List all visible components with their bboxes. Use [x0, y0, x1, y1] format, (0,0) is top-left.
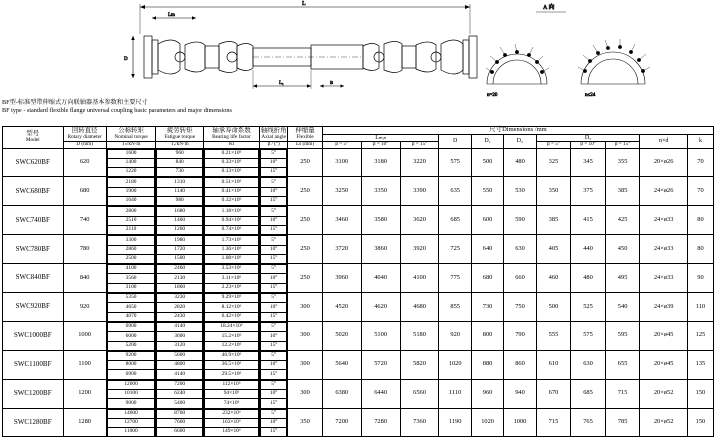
header-bearing	[203, 127, 259, 142]
cell-Lv-beta15: 385	[605, 177, 640, 206]
header-telescope	[288, 127, 323, 142]
cell-D2: 660	[504, 264, 536, 293]
header-Lv-group: D₃	[536, 134, 640, 141]
cell-k: 70	[687, 177, 713, 206]
table-row	[3, 350, 714, 379]
cell-L-beta10: 3580	[361, 206, 400, 235]
parameters-table	[2, 126, 714, 437]
cell-D: 685	[439, 206, 471, 235]
header-fatigue	[156, 127, 204, 142]
cell-axial-angle: 5° 10° 15°	[260, 350, 288, 379]
cell-model: SWC1200BF	[3, 379, 64, 408]
cell-bearing-life: 1.73×10⁶ 1.36×10⁶ 1.08×10⁶	[203, 235, 259, 264]
cell-Lv-beta15: 425	[605, 206, 640, 235]
cell-rotary-diameter: 740	[63, 206, 106, 235]
header-D1: D₁	[471, 134, 503, 148]
cell-telescope: 250	[288, 206, 323, 235]
cell-Lv-beta5: 460	[536, 264, 571, 293]
cell-rotary-diameter: 920	[63, 293, 106, 322]
cell-nxd: 20×ø26	[640, 148, 688, 177]
cell-D2: 750	[504, 293, 536, 322]
cell-Lv-beta15: 540	[605, 293, 640, 322]
cell-L-beta5: 5020	[322, 321, 361, 350]
table-row	[3, 321, 714, 350]
cell-telescope: 250	[288, 177, 323, 206]
cell-rotary-diameter: 620	[63, 148, 106, 177]
cell-Lv-beta5: 715	[536, 408, 571, 437]
cell-D2: 1000	[504, 408, 536, 437]
cell-D1: 730	[471, 293, 503, 322]
cell-Lv-beta15: 655	[605, 350, 640, 379]
cell-Lv-beta15: 355	[605, 148, 640, 177]
cell-axial-angle: 5° 10° 15°	[260, 293, 288, 322]
cell-telescope: 350	[288, 408, 323, 437]
cell-telescope: 300	[288, 293, 323, 322]
cell-D2: 530	[504, 177, 536, 206]
header-fatigue-sym: Tₑ/kN·m	[156, 142, 204, 148]
cell-bearing-life: 18.24×10⁶ 15.2×10⁶ 12.2×10⁶	[203, 321, 259, 350]
cell-axial-angle: 5° 10° 15°	[260, 379, 288, 408]
cell-Lv-beta10: 685	[571, 379, 606, 408]
cell-L-beta5: 5640	[322, 350, 361, 379]
cell-L-beta10: 5720	[361, 350, 400, 379]
cell-L-beta15: 3620	[400, 206, 439, 235]
cell-D: 575	[439, 148, 471, 177]
cell-k: 80	[687, 206, 713, 235]
cell-nominal-torque: 4100 3560 3100	[106, 264, 156, 293]
cell-L-beta10: 6440	[361, 379, 400, 408]
cell-D: 1190	[439, 408, 471, 437]
table-row	[3, 408, 714, 437]
cell-D2: 940	[504, 379, 536, 408]
cell-L-beta10: 3180	[361, 148, 400, 177]
header-nominal	[106, 127, 156, 142]
cell-rotary-diameter: 1100	[63, 350, 106, 379]
cell-nxd: 24×ø33	[640, 235, 688, 264]
header-angle-cn: 轴线折角	[260, 126, 287, 134]
svg-text:A 向: A 向	[543, 5, 555, 11]
cell-telescope: 300	[288, 321, 323, 350]
cell-L-beta15: 7360	[400, 408, 439, 437]
cell-model: SWC740BF	[3, 206, 64, 235]
header-L5: β = 5°	[322, 142, 361, 148]
cell-k: 150	[687, 379, 713, 408]
cell-Lv-beta5: 325	[536, 148, 571, 177]
cell-D: 855	[439, 293, 471, 322]
table-row	[3, 264, 714, 293]
cell-telescope: 250	[288, 235, 323, 264]
cell-D2: 860	[504, 350, 536, 379]
header-angle-sym: β / (°)	[260, 142, 288, 148]
cell-k: 135	[687, 350, 713, 379]
header-Lv15: β = 15°	[605, 142, 640, 148]
cell-D: 635	[439, 177, 471, 206]
cell-D1: 960	[471, 379, 503, 408]
cell-telescope: 250	[288, 148, 323, 177]
svg-text:B: B	[330, 80, 334, 85]
svg-text:Lm: Lm	[168, 13, 175, 18]
header-model-cn: 型号	[26, 130, 40, 138]
cell-fatigue-torque: 7200 6240 5400	[156, 379, 204, 408]
svg-text:n≤24: n≤24	[585, 93, 596, 98]
header-telescope-cn: 伸缩量	[295, 126, 315, 134]
cell-fatigue-torque: 2460 2130 1860	[156, 264, 204, 293]
cell-D1: 880	[471, 350, 503, 379]
cell-fatigue-torque: 8760 7600 6600	[156, 408, 204, 437]
cell-D1: 550	[471, 177, 503, 206]
cell-nxd: 20×ø45	[640, 350, 688, 379]
header-Lv5: β = 5°	[536, 142, 571, 148]
svg-text:L: L	[302, 1, 306, 7]
cell-rotary-diameter: 1200	[63, 379, 106, 408]
cell-D: 920	[439, 321, 471, 350]
technical-drawing	[0, 0, 716, 118]
cell-fatigue-torque: 3230 2820 2430	[156, 293, 204, 322]
cell-model: SWC1100BF	[3, 350, 64, 379]
header-L10: β = 10°	[361, 142, 400, 148]
cell-bearing-life: 46.9×10⁶ 36.5×10⁶ 29.5×10⁶	[203, 350, 259, 379]
svg-text:n=20: n=20	[487, 93, 498, 98]
cell-L-beta5: 4520	[322, 293, 361, 322]
cell-Lv-beta5: 405	[536, 235, 571, 264]
cell-fatigue-torque: 1980 1720 1500	[156, 235, 204, 264]
caption-line-cn: BF型-标准型带伸缩式万向联轴器基本参数和主要尺寸	[2, 99, 148, 106]
cell-k: 70	[687, 148, 713, 177]
cell-L-beta5: 7200	[322, 408, 361, 437]
cell-bearing-life: 112×10⁶ 94×10⁶ 74×10⁶	[203, 379, 259, 408]
cell-D2: 480	[504, 148, 536, 177]
cell-L-beta5: 3720	[322, 235, 361, 264]
cell-L-beta15: 4100	[400, 264, 439, 293]
cell-nxd: 20×ø52	[640, 379, 688, 408]
cell-nominal-torque: 5350 4650 4070	[106, 293, 156, 322]
cell-D2: 590	[504, 206, 536, 235]
cell-nxd: 24×ø26	[640, 177, 688, 206]
cell-L-beta15: 3390	[400, 177, 439, 206]
table-row	[3, 379, 714, 408]
cell-Lv-beta5: 610	[536, 350, 571, 379]
cell-nominal-torque: 12000 10100 9000	[106, 379, 156, 408]
cell-Lv-beta10: 345	[571, 148, 606, 177]
cell-rotary-diameter: 780	[63, 235, 106, 264]
svg-text:D: D	[124, 57, 128, 62]
cell-nxd: 20×ø52	[640, 408, 688, 437]
cell-L-beta15: 6560	[400, 379, 439, 408]
cell-telescope: 300	[288, 350, 323, 379]
cell-D1: 500	[471, 148, 503, 177]
header-angle-en: Axial angle	[261, 133, 286, 140]
cell-L-beta10: 5100	[361, 321, 400, 350]
cell-bearing-life: 9.29×10⁶ 8.12×10⁶ 6.42×10⁶	[203, 293, 259, 322]
cell-D: 725	[439, 235, 471, 264]
cell-L-beta15: 4680	[400, 293, 439, 322]
cell-bearing-life: 232×10⁶ 163×10⁶ 149×10⁶	[203, 408, 259, 437]
header-Lv10: β = 10°	[571, 142, 606, 148]
cell-nominal-torque: 1600 1400 1220	[106, 148, 156, 177]
cell-rotary-diameter: 1000	[63, 321, 106, 350]
cell-fatigue-torque: 1310 1140 980	[156, 177, 204, 206]
header-rotary-sym: D (mm)	[63, 142, 106, 148]
cell-L-beta5: 3460	[322, 206, 361, 235]
header-rotary-cn: 回转直径	[71, 126, 98, 134]
cell-fatigue-torque: 960 840 730	[156, 148, 204, 177]
header-D: D	[439, 134, 471, 148]
cell-bearing-life: 0.51×10⁶ 0.41×10⁶ 0.32×10⁶	[203, 177, 259, 206]
header-bearing-sym: Kl	[203, 142, 259, 148]
cell-bearing-life: 3.53×10⁶ 3.11×10⁶ 2.23×10⁶	[203, 264, 259, 293]
table-row	[3, 148, 714, 177]
cell-Lv-beta15: 785	[605, 408, 640, 437]
cell-Lv-beta10: 525	[571, 293, 606, 322]
cell-fatigue-torque: 1680 1460 1260	[156, 206, 204, 235]
header-fatigue-en: Fatigue torque	[164, 133, 196, 140]
cell-nxd: 20×ø45	[640, 321, 688, 350]
cell-Lv-beta10: 375	[571, 177, 606, 206]
cell-D1: 1020	[471, 408, 503, 437]
cell-model: SWC780BF	[3, 235, 64, 264]
cell-L-beta15: 3220	[400, 148, 439, 177]
cell-nominal-torque: 2800 2510 2110	[106, 206, 156, 235]
cell-L-beta5: 3100	[322, 148, 361, 177]
header-nxd: n×d	[640, 134, 688, 148]
cell-D2: 630	[504, 235, 536, 264]
cell-k: 80	[687, 235, 713, 264]
header-model-en: Model	[25, 136, 40, 143]
header-rotary	[63, 127, 106, 142]
cell-nominal-torque: 3300 2860 2500	[106, 235, 156, 264]
cell-axial-angle: 5° 10° 15°	[260, 264, 288, 293]
header-nominal-sym: Tₙ/kN·m	[106, 142, 156, 148]
cell-Lv-beta15: 595	[605, 321, 640, 350]
cell-rotary-diameter: 840	[63, 264, 106, 293]
cell-nominal-torque: 9200 8000 6900	[106, 350, 156, 379]
cell-Lv-beta5: 385	[536, 206, 571, 235]
caption-line-en: BF type - standard flexible flange universal coupling basic parameters and major dimensions	[2, 107, 232, 114]
cell-Lv-beta5: 500	[536, 293, 571, 322]
cell-axial-angle: 5° 10° 15°	[260, 177, 288, 206]
cell-nxd: 24×ø39	[640, 293, 688, 322]
cell-L-beta15: 3920	[400, 235, 439, 264]
cell-L-beta10: 3860	[361, 235, 400, 264]
cell-D1: 600	[471, 206, 503, 235]
cell-nominal-torque: 14600 12700 11000	[106, 408, 156, 437]
cell-model: SWC920BF	[3, 293, 64, 322]
cell-k: 150	[687, 408, 713, 437]
cell-nominal-torque: 6900 6000 5200	[106, 321, 156, 350]
cell-Lv-beta15: 495	[605, 264, 640, 293]
cell-L-beta10: 4040	[361, 264, 400, 293]
cell-model: SWC620BF	[3, 148, 64, 177]
cell-D1: 680	[471, 264, 503, 293]
header-bearing-en: Bearing life factor	[212, 133, 251, 140]
cell-L-beta5: 3250	[322, 177, 361, 206]
table-row	[3, 293, 714, 322]
cell-k: 110	[687, 293, 713, 322]
cell-Lv-beta10: 765	[571, 408, 606, 437]
cell-Lv-beta10: 630	[571, 350, 606, 379]
cell-D1: 640	[471, 235, 503, 264]
header-telescope-en: Flexible	[296, 133, 314, 140]
cell-nominal-torque: 2180 1900 1640	[106, 177, 156, 206]
cell-nxd: 24×ø33	[640, 264, 688, 293]
cell-L-beta10: 4620	[361, 293, 400, 322]
header-nominal-cn: 公称转矩	[118, 126, 144, 134]
cell-Lv-beta15: 450	[605, 235, 640, 264]
cell-nxd: 24×ø33	[640, 206, 688, 235]
cell-bearing-life: 0.21×10⁶ 0.33×10⁶ 0.13×10⁶	[203, 148, 259, 177]
cell-Lv-beta10: 575	[571, 321, 606, 350]
cell-Lv-beta5: 670	[536, 379, 571, 408]
cell-bearing-life: 1.18×10⁶ 0.94×10⁶ 0.74×10⁶	[203, 206, 259, 235]
header-L-group: Lₘᵢₙ	[322, 134, 439, 141]
cell-telescope: 250	[288, 264, 323, 293]
header-model	[3, 127, 64, 149]
cell-D2: 790	[504, 321, 536, 350]
cell-D1: 800	[471, 321, 503, 350]
cell-fatigue-torque: 4140 3600 3120	[156, 321, 204, 350]
cell-axial-angle: 5° 10° 15°	[260, 408, 288, 437]
cell-L-beta5: 3960	[322, 264, 361, 293]
cell-D: 1110	[439, 379, 471, 408]
cell-L-beta10: 3350	[361, 177, 400, 206]
table-row	[3, 177, 714, 206]
table-row	[3, 206, 714, 235]
cell-axial-angle: 5° 10° 15°	[260, 148, 288, 177]
cell-model: SWC1000BF	[3, 321, 64, 350]
header-dimensions: 尺寸Dimensions /mm	[322, 127, 713, 135]
header-k: k	[687, 134, 713, 148]
cell-Lv-beta15: 715	[605, 379, 640, 408]
cell-model: SWC680BF	[3, 177, 64, 206]
svg-text:L₁: L₁	[279, 81, 284, 86]
cell-Lv-beta5: 350	[536, 177, 571, 206]
cell-L-beta15: 5820	[400, 350, 439, 379]
header-telescope-sym: Ls (mm)	[288, 142, 323, 148]
cell-k: 125	[687, 321, 713, 350]
cell-rotary-diameter: 1280	[63, 408, 106, 437]
cell-model: SWC840BF	[3, 264, 64, 293]
header-D2: D₂	[504, 134, 536, 148]
cell-rotary-diameter: 680	[63, 177, 106, 206]
cell-model: SWC1280BF	[3, 408, 64, 437]
header-fatigue-cn: 疲劳转矩	[166, 126, 193, 134]
cell-axial-angle: 5° 10° 15°	[260, 235, 288, 264]
cell-Lv-beta10: 480	[571, 264, 606, 293]
cell-D: 775	[439, 264, 471, 293]
header-angle	[260, 127, 288, 142]
cell-fatigue-torque: 5600 4800 4140	[156, 350, 204, 379]
cell-axial-angle: 5° 10° 15°	[260, 321, 288, 350]
cell-L-beta5: 6380	[322, 379, 361, 408]
cell-Lv-beta5: 555	[536, 321, 571, 350]
header-bearing-cn: 轴承寿命系数	[212, 126, 251, 134]
header-L15: β = 15°	[400, 142, 439, 148]
cell-L-beta15: 5180	[400, 321, 439, 350]
cell-axial-angle: 5° 10° 15°	[260, 206, 288, 235]
cell-L-beta10: 7280	[361, 408, 400, 437]
cell-Lv-beta10: 415	[571, 206, 606, 235]
cell-D: 1020	[439, 350, 471, 379]
cell-telescope: 300	[288, 379, 323, 408]
header-nominal-en: Nominal torque	[114, 133, 148, 140]
table-row	[3, 235, 714, 264]
cell-Lv-beta10: 440	[571, 235, 606, 264]
table-body	[3, 148, 714, 437]
cell-k: 90	[687, 264, 713, 293]
header-rotary-en: Rotary diameter	[67, 133, 102, 140]
